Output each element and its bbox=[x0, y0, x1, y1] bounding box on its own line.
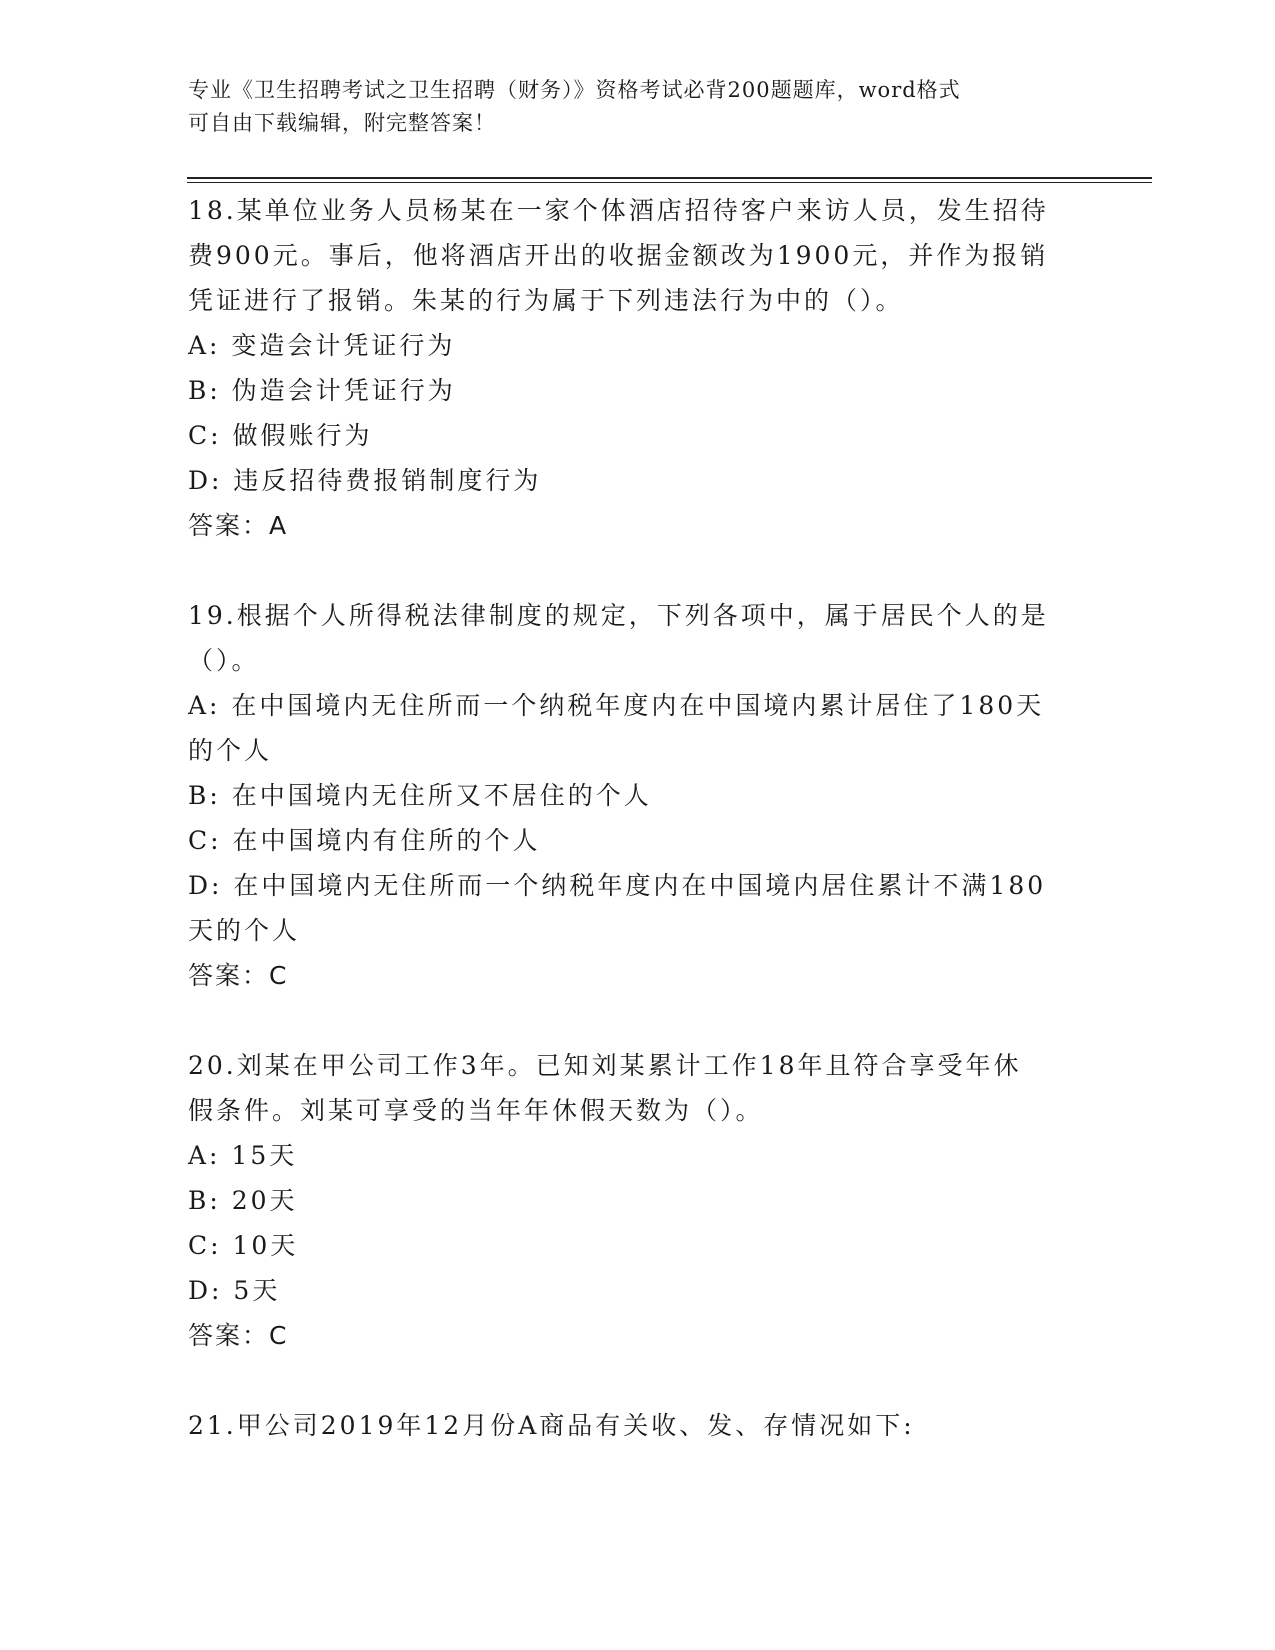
question-stem-line: 费900元。事后，他将酒店开出的收据金额改为1900元，并作为报销 bbox=[188, 241, 1049, 270]
question-block bbox=[188, 1403, 1068, 1448]
answer-option: B: 20天 bbox=[188, 1186, 298, 1215]
question-stem-line: 凭证进行了报销。朱某的行为属于下列违法行为中的（）。 bbox=[188, 286, 904, 315]
question-block bbox=[188, 1043, 1068, 1358]
answer-option: C: 做假账行为 bbox=[188, 421, 373, 450]
answer-option: 的个人 bbox=[188, 736, 273, 765]
answer-key: 答案：A bbox=[188, 511, 289, 540]
header-line-1: 专业《卫生招聘考试之卫生招聘（财务）》资格考试必背200题题库，word格式 bbox=[188, 78, 961, 102]
question-stem-line: （）。 bbox=[188, 646, 260, 675]
answer-option: A: 变造会计凭证行为 bbox=[188, 331, 456, 360]
question-block bbox=[188, 593, 1068, 998]
question-stem-line: 18.某单位业务人员杨某在一家个体酒店招待客户来访人员，发生招待 bbox=[188, 196, 1049, 225]
answer-key: 答案：C bbox=[188, 1321, 289, 1350]
question-stem-line: 19.根据个人所得税法律制度的规定，下列各项中，属于居民个人的是 bbox=[188, 601, 1049, 630]
answer-option: A: 在中国境内无住所而一个纳税年度内在中国境内累计居住了180天 bbox=[188, 691, 1045, 720]
answer-option: A: 15天 bbox=[188, 1141, 298, 1170]
answer-option: D: 5天 bbox=[188, 1276, 281, 1305]
answer-option: D: 违反招待费报销制度行为 bbox=[188, 466, 542, 495]
question-list bbox=[188, 188, 1068, 1448]
question-stem-line: 20.刘某在甲公司工作3年。已知刘某累计工作18年且符合享受年休 bbox=[188, 1051, 1022, 1080]
question-stem-line: 假条件。刘某可享受的当年年休假天数为（）。 bbox=[188, 1096, 764, 1125]
answer-option: 天的个人 bbox=[188, 916, 301, 945]
answer-key: 答案：C bbox=[188, 961, 289, 990]
answer-option: B: 伪造会计凭证行为 bbox=[188, 376, 456, 405]
header-divider-thin bbox=[187, 182, 1152, 183]
answer-option: B: 在中国境内无住所又不居住的个人 bbox=[188, 781, 652, 810]
document-header bbox=[188, 74, 1068, 140]
answer-option: D: 在中国境内无住所而一个纳税年度内在中国境内居住累计不满180 bbox=[188, 871, 1047, 900]
question-block bbox=[188, 188, 1068, 548]
answer-option: C: 在中国境内有住所的个人 bbox=[188, 826, 541, 855]
answer-option: C: 10天 bbox=[188, 1231, 299, 1260]
header-line-2: 可自由下载编辑，附完整答案！ bbox=[188, 111, 496, 135]
question-stem-line: 21.甲公司2019年12月份A商品有关收、发、存情况如下: bbox=[188, 1411, 915, 1440]
header-divider-thick bbox=[187, 177, 1152, 179]
